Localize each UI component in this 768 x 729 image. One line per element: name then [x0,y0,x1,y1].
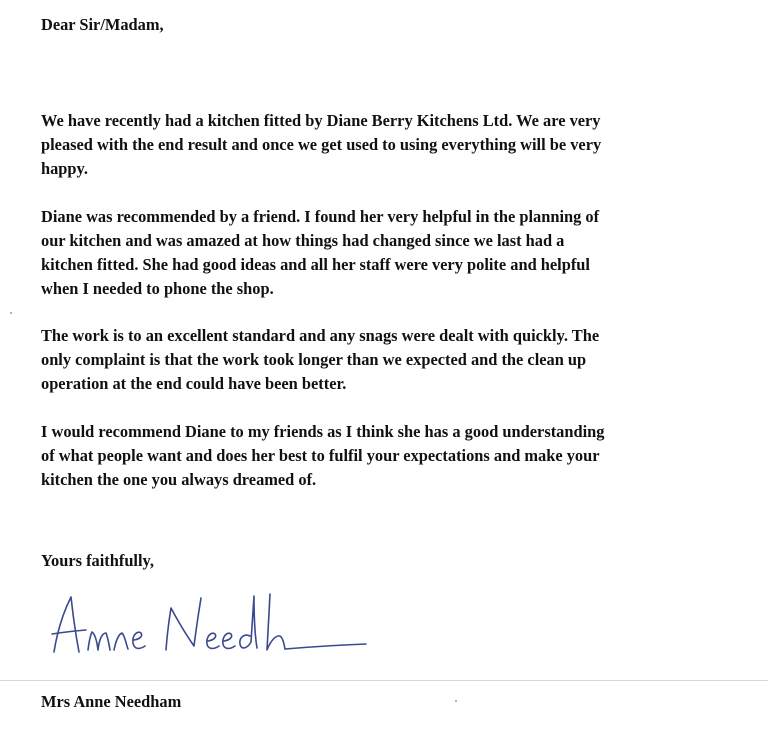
paragraph-line: our kitchen and was amazed at how things had changed since we last had a [41,231,565,250]
paragraph-line: happy. [41,159,88,178]
paragraph-line: The work is to an excellent standard and any snags were dealt with quickly. The [41,326,600,345]
paper-speck [455,700,457,702]
paragraph-line: Diane was recommended by a friend. I found her very helpful in the planning of [41,207,600,226]
paragraph-4 [41,420,604,492]
paragraph-2 [41,205,599,301]
paragraph-line: of what people want and does her best to fulfil your expectations and make your [41,446,600,465]
paragraph-line: I would recommend Diane to my friends as I think she has a good understanding [41,422,605,441]
paragraph-line: We have recently had a kitchen fitted by Diane Berry Kitchens Ltd. We are very [41,111,601,130]
salutation: Dear Sir/Madam, [41,15,164,34]
paragraph-3 [41,324,599,396]
paragraph-line: when I needed to phone the shop. [41,279,274,298]
closing: Yours faithfully, [41,551,154,570]
handwritten-signature [44,578,374,658]
paragraph-line: only complaint is that the work took longer than we expected and the clean up [41,350,587,369]
paragraph-line: operation at the end could have been better. [41,374,347,393]
signer-name: Mrs Anne Needham [41,692,182,711]
divider-line [0,680,768,681]
paragraph-line: pleased with the end result and once we get used to using everything will be very [41,135,602,154]
paragraph-line: kitchen fitted. She had good ideas and all her staff were very polite and helpful [41,255,590,274]
paper-speck [10,312,12,314]
paragraph-1 [41,109,601,181]
paragraph-line: kitchen the one you always dreamed of. [41,470,317,489]
